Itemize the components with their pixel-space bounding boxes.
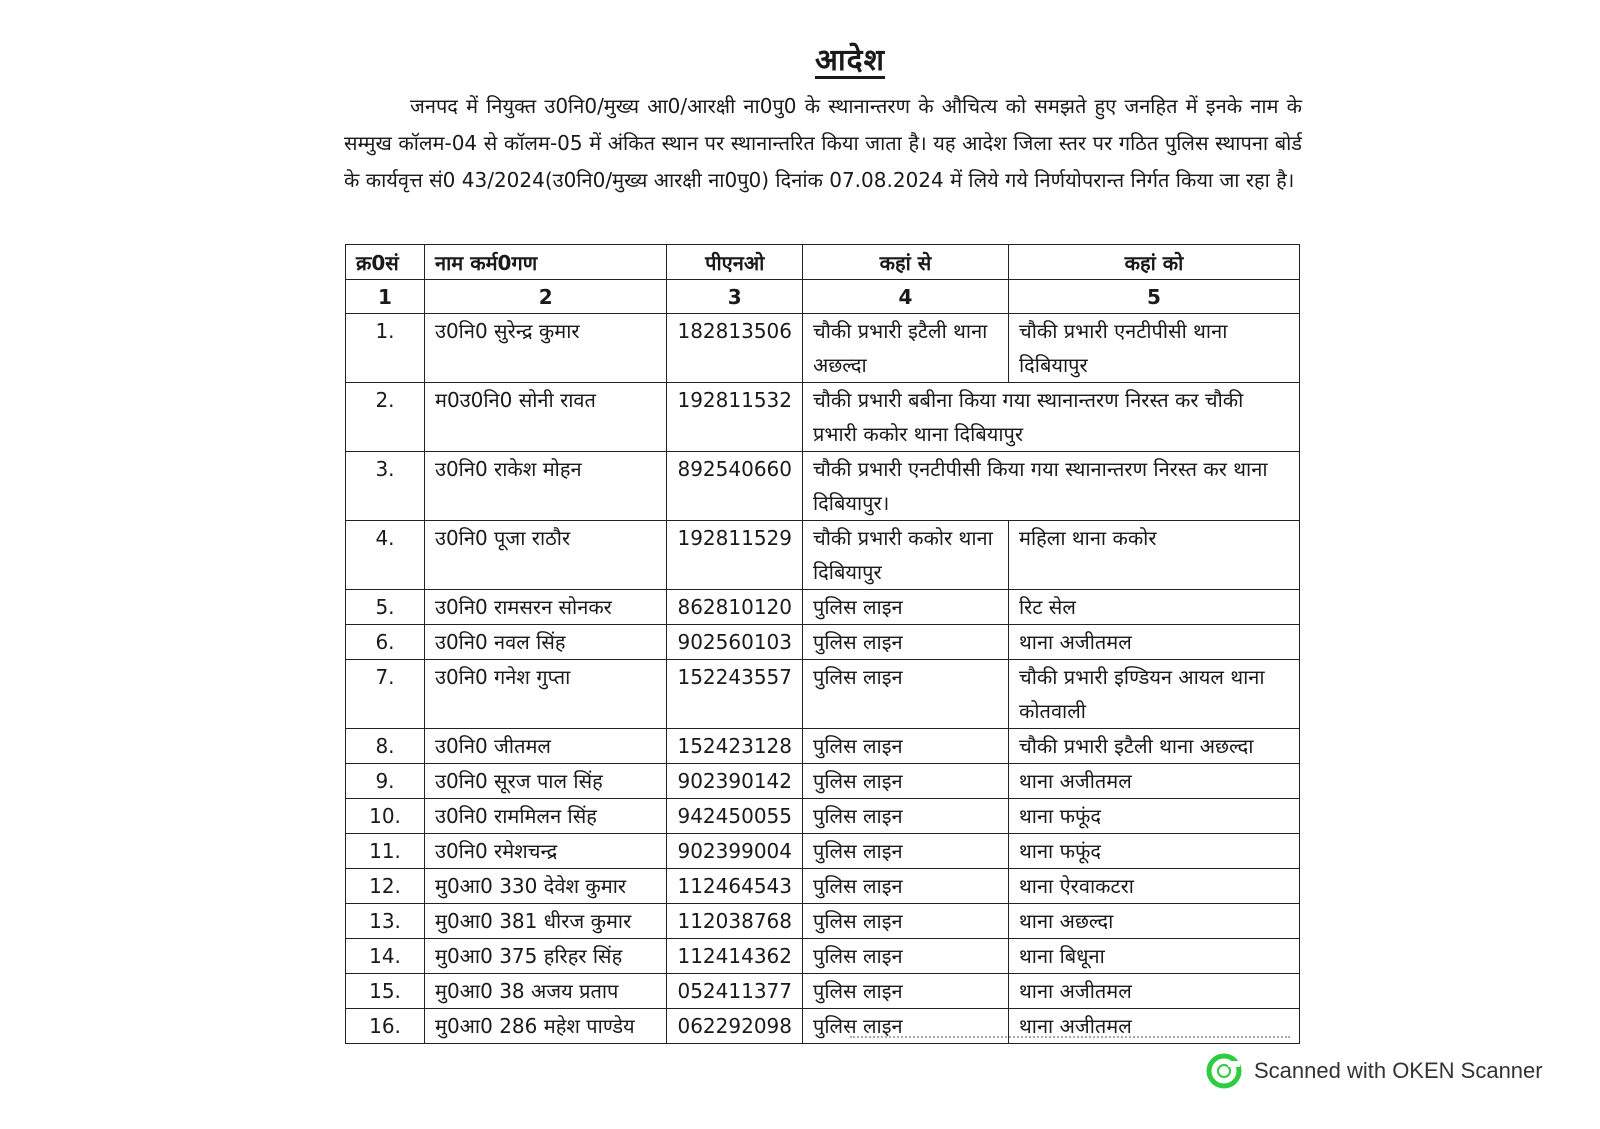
from-cell: पुलिस लाइन	[803, 939, 1009, 974]
table-row	[346, 939, 1300, 974]
pno-cell: 152423128	[667, 729, 803, 764]
pno-cell: 902560103	[667, 625, 803, 660]
serial-number-cell: 15.	[346, 974, 425, 1009]
table-row	[346, 521, 1300, 590]
column-number: 2	[425, 280, 667, 314]
from-cell: पुलिस लाइन	[803, 1009, 1009, 1044]
table-row	[346, 904, 1300, 939]
from-cell: चौकी प्रभारी ककोर थाना दिबियापुर	[803, 521, 1009, 590]
serial-number-cell: 2.	[346, 383, 425, 452]
to-cell: थाना अछल्दा	[1009, 904, 1300, 939]
name-cell: उ0नि0 राकेश मोहन	[425, 452, 667, 521]
name-cell: उ0नि0 नवल सिंह	[425, 625, 667, 660]
serial-number-cell: 11.	[346, 834, 425, 869]
name-cell: मु0आ0 375 हरिहर सिंह	[425, 939, 667, 974]
table-row	[346, 660, 1300, 729]
column-number: 5	[1009, 280, 1300, 314]
from-cell: पुलिस लाइन	[803, 590, 1009, 625]
pno-cell: 902390142	[667, 764, 803, 799]
serial-number-cell: 10.	[346, 799, 425, 834]
pno-cell: 942450055	[667, 799, 803, 834]
from-cell: पुलिस लाइन	[803, 625, 1009, 660]
to-cell: थाना बिधूना	[1009, 939, 1300, 974]
oken-scanner-logo-icon	[1206, 1053, 1242, 1089]
serial-number-cell: 9.	[346, 764, 425, 799]
transfer-remark-cell: चौकी प्रभारी बबीना किया गया स्थानान्तरण निरस्त कर चौकी प्रभारी ककोर थाना दिबियापुर	[803, 383, 1300, 452]
to-cell: थाना फफूंद	[1009, 799, 1300, 834]
table-row	[346, 869, 1300, 904]
from-cell: पुलिस लाइन	[803, 764, 1009, 799]
pno-cell: 112414362	[667, 939, 803, 974]
table-row	[346, 383, 1300, 452]
serial-number-cell: 4.	[346, 521, 425, 590]
column-number-row	[346, 280, 1300, 314]
header-pno: पीएनओ	[667, 245, 803, 280]
pno-cell: 112038768	[667, 904, 803, 939]
from-cell: पुलिस लाइन	[803, 729, 1009, 764]
table-row	[346, 974, 1300, 1009]
header-serial: क्र0सं	[346, 245, 425, 280]
watermark-text: Scanned with OKEN Scanner	[1254, 1058, 1543, 1083]
from-cell: पुलिस लाइन	[803, 660, 1009, 729]
header-name: नाम कर्म0गण	[425, 245, 667, 280]
from-cell: पुलिस लाइन	[803, 904, 1009, 939]
to-cell: थाना अजीतमल	[1009, 764, 1300, 799]
transfer-table	[345, 244, 1300, 1044]
pno-cell: 192811532	[667, 383, 803, 452]
serial-number-cell: 12.	[346, 869, 425, 904]
name-cell: उ0नि0 राममिलन सिंह	[425, 799, 667, 834]
pno-cell: 062292098	[667, 1009, 803, 1044]
pno-cell: 862810120	[667, 590, 803, 625]
scanner-watermark	[1206, 1053, 1543, 1089]
name-cell: मु0आ0 381 धीरज कुमार	[425, 904, 667, 939]
name-cell: मु0आ0 286 महेश पाण्डेय	[425, 1009, 667, 1044]
header-to: कहां को	[1009, 245, 1300, 280]
name-cell: उ0नि0 पूजा राठौर	[425, 521, 667, 590]
to-cell: रिट सेल	[1009, 590, 1300, 625]
serial-number-cell: 5.	[346, 590, 425, 625]
to-cell: थाना ऐरवाकटरा	[1009, 869, 1300, 904]
table-row	[346, 625, 1300, 660]
to-cell: थाना अजीतमल	[1009, 1009, 1300, 1044]
cut-off-text-line	[850, 1030, 1290, 1042]
name-cell: उ0नि0 रमेशचन्द्र	[425, 834, 667, 869]
column-number: 3	[667, 280, 803, 314]
column-number: 1	[346, 280, 425, 314]
serial-number-cell: 3.	[346, 452, 425, 521]
to-cell: थाना अजीतमल	[1009, 974, 1300, 1009]
table-row	[346, 590, 1300, 625]
from-cell: पुलिस लाइन	[803, 974, 1009, 1009]
table-row	[346, 314, 1300, 383]
document-title: आदेश	[815, 43, 885, 78]
from-cell: पुलिस लाइन	[803, 869, 1009, 904]
name-cell: उ0नि0 गनेश गुप्ता	[425, 660, 667, 729]
serial-number-cell: 6.	[346, 625, 425, 660]
name-cell: म0उ0नि0 सोनी रावत	[425, 383, 667, 452]
table-header-row	[346, 245, 1300, 280]
serial-number-cell: 13.	[346, 904, 425, 939]
pno-cell: 052411377	[667, 974, 803, 1009]
to-cell: चौकी प्रभारी इण्डियन आयल थाना कोतवाली	[1009, 660, 1300, 729]
serial-number-cell: 16.	[346, 1009, 425, 1044]
table-row	[346, 799, 1300, 834]
from-cell: पुलिस लाइन	[803, 834, 1009, 869]
to-cell: महिला थाना ककोर	[1009, 521, 1300, 590]
name-cell: मु0आ0 38 अजय प्रताप	[425, 974, 667, 1009]
to-cell: चौकी प्रभारी इटैली थाना अछल्दा	[1009, 729, 1300, 764]
table-row	[346, 452, 1300, 521]
to-cell: चौकी प्रभारी एनटीपीसी थाना दिबियापुर	[1009, 314, 1300, 383]
to-cell: थाना अजीतमल	[1009, 625, 1300, 660]
order-paragraph: जनपद में नियुक्त उ0नि0/मुख्य आ0/आरक्षी ना0पु0 के स्थानान्तरण के औचित्य को समझते हुए जनहित में इनके नाम के सम्मुख कॉलम-04 से कॉलम-05 में अंकित स्थान पर स्थानान्तरित किया जाता है। यह आदेश जिला स्तर पर गठित पुलिस स्थापना बोर्ड के कार्यवृत्त सं0 43/2024(उ0नि0/मुख्य आरक्षी ना0पु0) दिनांक 07.08.2024 में लिये गये निर्णयोपरान्त निर्गत किया जा रहा है।	[344, 94, 1302, 192]
serial-number-cell: 7.	[346, 660, 425, 729]
pno-cell: 192811529	[667, 521, 803, 590]
table-row	[346, 729, 1300, 764]
from-cell: चौकी प्रभारी इटैली थाना अछल्दा	[803, 314, 1009, 383]
serial-number-cell: 14.	[346, 939, 425, 974]
name-cell: मु0आ0 330 देवेश कुमार	[425, 869, 667, 904]
column-number: 4	[803, 280, 1009, 314]
from-cell: पुलिस लाइन	[803, 799, 1009, 834]
serial-number-cell: 1.	[346, 314, 425, 383]
name-cell: उ0नि0 रामसरन सोनकर	[425, 590, 667, 625]
serial-number-cell: 8.	[346, 729, 425, 764]
pno-cell: 182813506	[667, 314, 803, 383]
name-cell: उ0नि0 जीतमल	[425, 729, 667, 764]
table-body	[346, 314, 1300, 1044]
header-from: कहां से	[803, 245, 1009, 280]
table-row	[346, 764, 1300, 799]
transfer-remark-cell: चौकी प्रभारी एनटीपीसी किया गया स्थानान्तरण निरस्त कर थाना दिबियापुर।	[803, 452, 1300, 521]
pno-cell: 152243557	[667, 660, 803, 729]
name-cell: उ0नि0 सुरेन्द्र कुमार	[425, 314, 667, 383]
to-cell: थाना फफूंद	[1009, 834, 1300, 869]
table-row	[346, 834, 1300, 869]
pno-cell: 902399004	[667, 834, 803, 869]
pno-cell: 112464543	[667, 869, 803, 904]
pno-cell: 892540660	[667, 452, 803, 521]
name-cell: उ0नि0 सूरज पाल सिंह	[425, 764, 667, 799]
